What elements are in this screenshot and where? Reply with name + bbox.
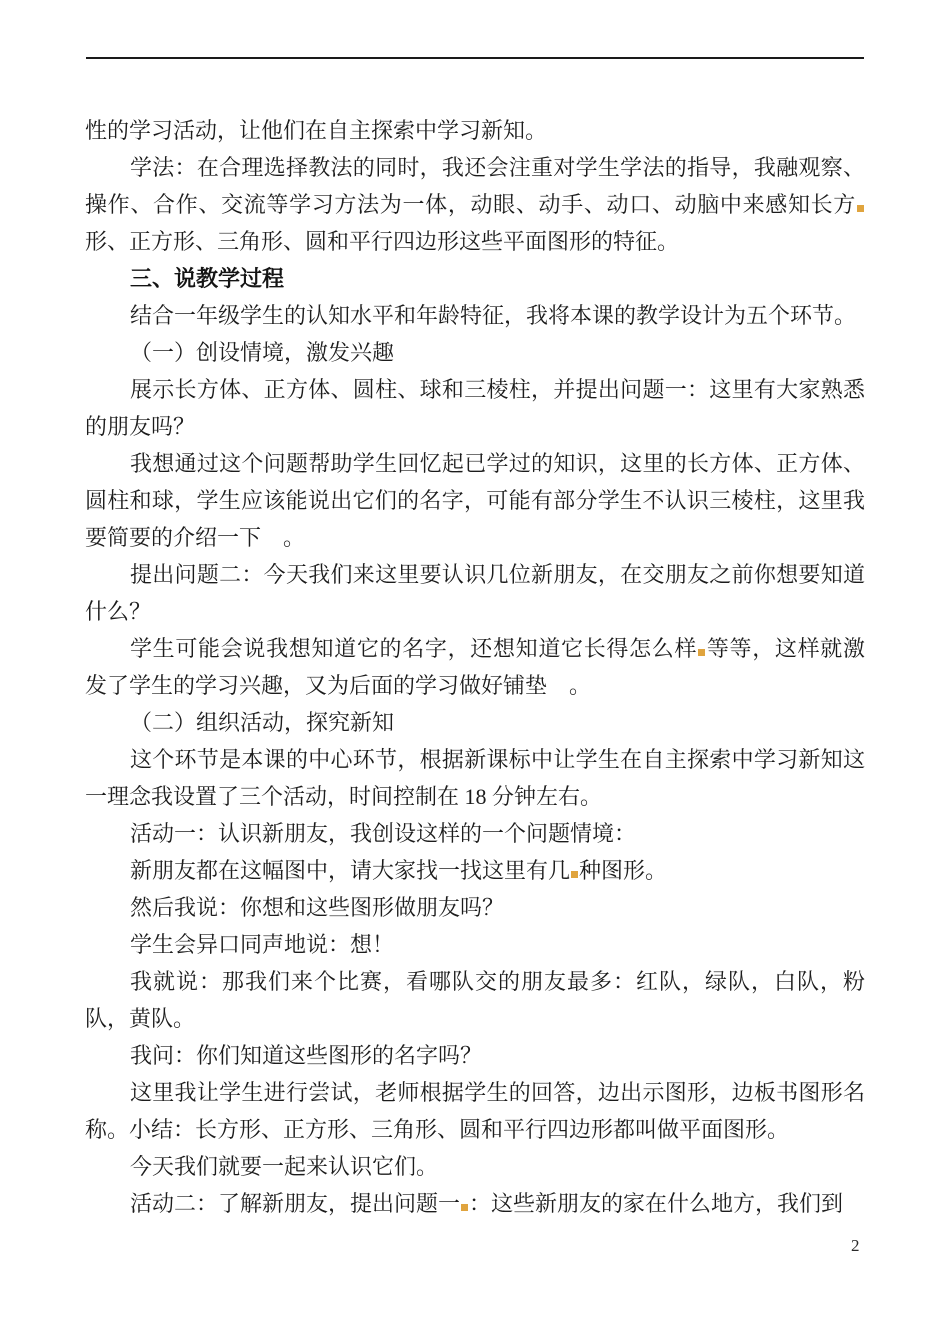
revision-mark-icon: [857, 205, 864, 212]
header-rule: [86, 57, 864, 59]
paragraph: 活动二：了解新朋友，提出问题一 ：这些新朋友的家在什么地方，我们到: [130, 1191, 844, 1216]
document-body: [85, 112, 865, 1222]
paragraph: 学法：在合理选择教法的同时，我还会注重对学生学法的指导，我融观察、操作、合作、交流等学习方法为一体，动眼、动手、动口、动脑中来感知长方形、正方形、三角形、圆和平行四边形这些平面图形的特征。: [85, 155, 865, 254]
paragraph: 我问：你们知道这些图形的名字吗？: [130, 1043, 483, 1068]
paragraph: （二）组织活动，探究新知: [130, 710, 395, 735]
paragraph: 这里我让学生进行尝试，老师根据学生的回答，边出示图形，边板书图形名称。小结：长方形、正方形、三角形、圆和平行四边形都叫做平面图形。: [85, 1080, 865, 1142]
paragraph: 新朋友都在这幅图中，请大家找一找这里有几 种图形。: [130, 858, 668, 883]
paragraph: 我想通过这个问题帮助学生回忆起已学过的知识，这里的长方体、正方体、圆柱和球，学生应该能说出它们的名字，可能有部分学生不认识三棱柱，这里我要简要的介绍一下 。: [85, 451, 865, 550]
paragraph: 学生可能会说我想知道它的名字，还想知道它长得怎么样 等等，这样就激发了学生的学习兴趣，又为后面的学习做好铺垫 。: [85, 636, 865, 698]
paragraph: 展示长方体、正方体、圆柱、球和三棱柱，并提出问题一：这里有大家熟悉的朋友吗？: [85, 377, 865, 439]
paragraph: 结合一年级学生的认知水平和年龄特征，我将本课的教学设计为五个环节。: [130, 303, 857, 328]
paragraph: 然后我说：你想和这些图形做朋友吗？: [130, 895, 505, 920]
revision-mark-icon: [698, 649, 705, 656]
paragraph: 性的学习活动，让他们在自主探索中学习新知。: [85, 118, 548, 143]
section-heading: 三、说教学过程: [130, 266, 285, 291]
paragraph: （一）创设情境，激发兴趣: [130, 340, 395, 365]
paragraph: 这个环节是本课的中心环节，根据新课标中让学生在自主探索中学习新知这一理念我设置了三个活动，时间控制在 18 分钟左右。: [85, 747, 865, 809]
paragraph: 我就说：那我们来个比赛，看哪队交的朋友最多：红队，绿队，白队，粉队，黄队。: [85, 969, 865, 1031]
revision-mark-icon: [461, 1204, 468, 1211]
page-number: 2: [851, 1236, 860, 1255]
paragraph: 活动一：认识新朋友，我创设这样的一个问题情境：: [130, 821, 637, 846]
paragraph: 提出问题二：今天我们来这里要认识几位新朋友，在交朋友之前你想要知道什么？: [85, 562, 865, 624]
revision-mark-icon: [571, 871, 578, 878]
paragraph: 学生会异口同声地说：想！: [130, 932, 395, 957]
paragraph: 今天我们就要一起来认识它们。: [130, 1154, 439, 1179]
